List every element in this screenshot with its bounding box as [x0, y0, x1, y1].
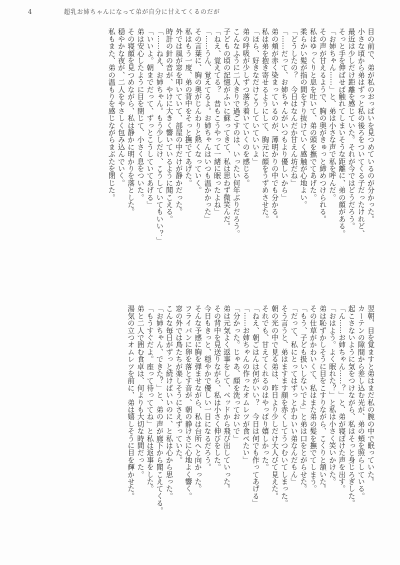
text-line: こんなふうに二人きりで過ごすのは、いったい何年ぶりだろう。 [232, 28, 242, 237]
text-line: 弟と二人で囲む食卓は、何よりも大切な時間だった。 [136, 305, 146, 478]
text-line: フライパンに卵を落とす音が、朝の静けさに心地よく響く。 [184, 305, 194, 500]
text-line: そう言うと、弟はますます顔を赤くしてうつむいてしまった。 [280, 305, 290, 507]
text-line: 「ねえ、覚えてる？ 昔もこうやって一緒に眠ったよね」 [213, 28, 223, 216]
text-line: 起こさないように気をつけながら、私はそっと身じろぎした。 [347, 305, 357, 507]
text-line: そっと手を伸ばせば触れてしまいそうな距離に、弟の顔がある。 [338, 28, 348, 237]
text-line: 弟の頬が赤く染まっているのが、薄明かりの中でも分かる。 [271, 28, 281, 223]
text-line: 翌朝、目を覚ますと弟はまだ私の腕の中で眠っていた。 [367, 305, 376, 485]
text-line: 今日もきっと、穏やかで優しい一日になるだろう。 [203, 305, 213, 471]
text-line: 「もうすぐだよ。座って待っててね」と私は返事をした。 [146, 305, 156, 493]
text-line: 私もまた、弟の温もりを感じながらまぶたを閉じた。 [107, 28, 117, 201]
text-line: 外では風が窓を叩いていて、部屋の中だけが静かだった。 [175, 28, 185, 216]
text-line: 目の前で、弟が私のおっぱいを見つめているのが分かった。 [367, 28, 376, 223]
text-line: 弟の呼吸が少しずつ落ち着いていくのを感じる。 [242, 28, 252, 187]
text-line: 湯気の立つオムレツを前に、弟は嬉しそうに目を輝かせた。 [127, 305, 137, 500]
text-line: 私はゆっくりと息を吐いて、弟の頭を撫でてあげた。 [309, 28, 319, 201]
text-line: 「もう、子ども扱いしないでよ」と弟は口をとがらせた。 [299, 305, 309, 493]
text-line: その言葉に、胸の奥がじんわりと熱くなっていく。 [194, 28, 204, 194]
text-line: その仕草がかわいくて、私はまた弟の髪を撫でてしまう。 [309, 305, 319, 493]
text-line: 「いいよ。朝までだって、ずっとこうしていてあげる」 [146, 28, 156, 208]
text-column-lower [26, 305, 376, 555]
text-line: 「ん……お姉ちゃん……？」と、弟が寝ぼけた声を出す。 [338, 305, 348, 493]
text-line: 「お姉ちゃん、できた？」と、弟の声が廊下から聞こえてくる。 [155, 305, 165, 514]
text-line: その寝顔を見つめながら、私は静かに明かりを落とした。 [127, 28, 137, 216]
text-line: 「ねえ、朝ごはんは何がいい？ 今日は何でも作ってあげる」 [251, 305, 261, 507]
text-line: 弟は元気よく返事をして、ベッドから飛び出していった。 [223, 305, 233, 493]
text-line: 「……ねえ、お姉ちゃん。もう少しだけ、こうしていてもいい？」 [155, 28, 165, 244]
text-line: 「だって、私にとってはずっとかわいい弟なんだもん」 [290, 305, 300, 485]
text-column-upper [26, 28, 376, 296]
text-line: 私はもう一度、弟の背中をそっと撫でてあげた。 [184, 28, 194, 187]
page-header [26, 7, 374, 19]
text-line: そんな予感に胸を弾ませながら、私は台所へと向かった。 [194, 305, 204, 493]
text-line: 時計の針の音が、やけに大きく響いているように聞こえる。 [165, 28, 175, 223]
text-line: その背中を見送りながら、私は小さく伸びをした。 [213, 305, 223, 471]
text-line: 子どもの頃の記憶がふいに蘇ってきて、私は思わず微笑んだ。 [223, 28, 233, 230]
text-line: 「ほら、好きなだけこうしていていいよ」 [251, 28, 261, 165]
text-line: 「分かった。じゃあ、顔を洗っておいで」 [232, 305, 242, 442]
text-line: 穏やかな夜が、二人をやさしく包み込んでいく。 [117, 28, 127, 187]
text-line: それでも、甘えてくれるのはやっぱり嬉しかった。 [261, 305, 271, 471]
text-line: 「おはよう。よく眠れた？」と私は小さく笑いかけた。 [328, 305, 338, 485]
text-line: カーテンの隙間から差し込む光が、弟の頬を照らしている。 [357, 305, 367, 500]
text-line: 柔らかい髪が指の間をすり抜けていく感触が心地よい。 [299, 28, 309, 208]
text-line: 「……お姉ちゃんの作ったオムレツが食べたい」 [242, 305, 252, 464]
text-line: 弟は恥ずかしそうに目をこすりながら、こくりと頷いた。 [319, 305, 329, 493]
text-line: 「……うん、覚えてるよ。お姉ちゃんはいつも温かかった」 [203, 28, 213, 223]
page-number: 4 [28, 9, 32, 16]
text-line: 朝の光の中で見る弟は、昨日より少しだけ大人びて見えた。 [271, 305, 281, 500]
running-title: 超乳お姉ちゃんになって弟が自分に甘えてくるのだが [64, 9, 221, 16]
text-line: 「……だって、お姉ちゃんがいつもより優しいから」 [280, 28, 290, 201]
text-line: 窓の外では鳥たちが楽しそうにさえずっていた。 [175, 305, 185, 464]
text-line: 「お姉ちゃん……」と、弟は小さな声で私を呼んだ。 [328, 28, 338, 201]
text-line: 最近は少しだけ距離を感じていた。それが今ではどうだろう。 [347, 28, 357, 230]
text-line: 「どうしたの？ 今日はなんだか甘えん坊だね」 [290, 28, 300, 187]
text-line: 弟は安心したように目を閉じて、小さく息をついた。 [136, 28, 146, 201]
text-line: 小さな頃から弟はずっと私の後ろをついてくる子だったけれど、 [357, 28, 367, 237]
text-line: その声が甘えるようで、胸の奥がきゅっと締めつけられる。 [319, 28, 329, 223]
text-line: こんな毎日がずっと続けばいいのに、と私は心から思った。 [165, 305, 175, 500]
text-line: 私は弟を抱き寄せるようにして、胸元に顔をうずめさせた。 [261, 28, 271, 223]
